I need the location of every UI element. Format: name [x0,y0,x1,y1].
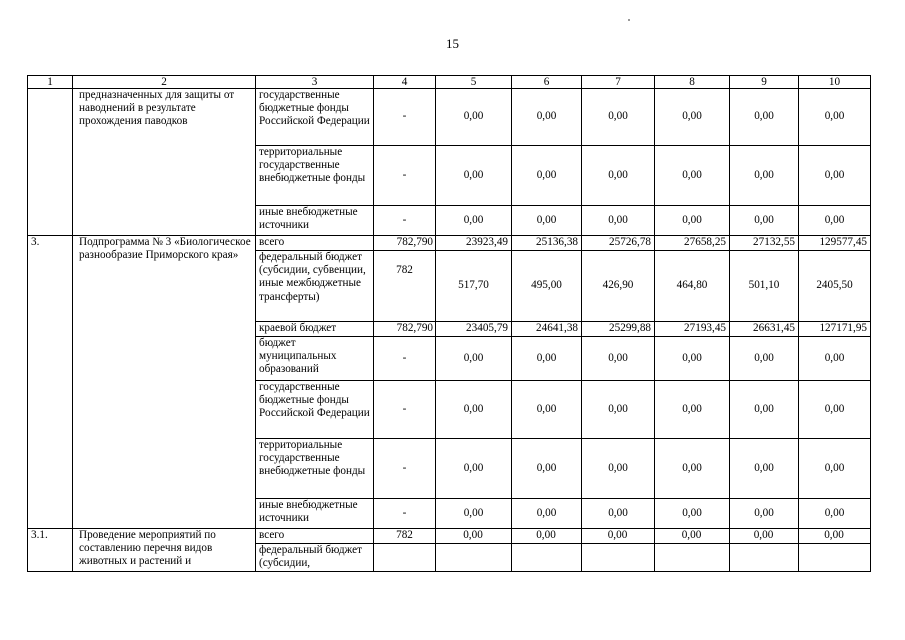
value-cell: 0,00 [436,89,512,146]
value-cell: 0,00 [655,89,730,146]
code-cell: - [374,206,436,236]
value-cell: 25726,78 [582,236,655,251]
funding-source-cell: иные внебюджетные источники [256,206,374,236]
header-cell: 4 [374,76,436,89]
value-cell: 0,00 [730,146,799,206]
value-cell: 501,10 [730,251,799,322]
funding-source-cell: всего [256,236,374,251]
code-cell [374,544,436,572]
value-cell: 0,00 [655,146,730,206]
funding-source-cell: территориальные государственные внебюджетные фонды [256,146,374,206]
table-row [28,529,871,544]
value-cell: 0,00 [730,337,799,381]
table-row [28,89,871,146]
value-cell: 0,00 [512,381,582,439]
code-cell: 782 [374,251,436,322]
value-cell: 0,00 [799,499,871,529]
value-cell: 0,00 [436,499,512,529]
value-cell: 517,70 [436,251,512,322]
code-cell: - [374,337,436,381]
value-cell: 0,00 [582,89,655,146]
row-number-cell: 3.1. [28,529,73,572]
value-cell: 0,00 [799,439,871,499]
value-cell: 0,00 [655,206,730,236]
code-cell: - [374,499,436,529]
funding-source-cell: федеральный бюджет (субсидии, субвенции, иные межбюджетные трансферты) [256,251,374,322]
value-cell: 0,00 [799,89,871,146]
row-number-cell [28,89,73,236]
budget-table [27,75,871,572]
scan-speck [628,19,630,21]
value-cell: 0,00 [582,499,655,529]
value-cell: 464,80 [655,251,730,322]
value-cell: 0,00 [582,529,655,544]
value-cell: 0,00 [730,381,799,439]
value-cell: 0,00 [655,529,730,544]
funding-source-cell: федеральный бюджет (субсидии, [256,544,374,572]
row-number-cell: 3. [28,236,73,529]
value-cell: 495,00 [512,251,582,322]
value-cell: 0,00 [730,529,799,544]
value-cell: 0,00 [582,337,655,381]
value-cell: 0,00 [799,337,871,381]
header-cell: 9 [730,76,799,89]
code-cell: - [374,146,436,206]
measure-name-cell: Проведение мероприятий по составлению перечня видов животных и растений и [73,529,256,572]
value-cell [730,544,799,572]
code-cell: 782 [374,529,436,544]
value-cell: 127171,95 [799,322,871,337]
value-cell [582,544,655,572]
value-cell: 0,00 [730,206,799,236]
code-cell: 782,790 [374,322,436,337]
value-cell: 0,00 [730,89,799,146]
measure-name-cell: Подпрограмма № 3 «Биологическое разнообразие Приморского края» [73,236,256,529]
value-cell: 0,00 [512,529,582,544]
value-cell: 27658,25 [655,236,730,251]
value-cell: 0,00 [436,206,512,236]
value-cell [655,544,730,572]
value-cell: 0,00 [655,499,730,529]
measure-name-cell: предназначенных для защиты от наводнений в результате прохождения паводков [73,89,256,236]
header-cell: 2 [73,76,256,89]
value-cell: 27193,45 [655,322,730,337]
value-cell: 26631,45 [730,322,799,337]
value-cell: 23405,79 [436,322,512,337]
funding-source-cell: государственные бюджетные фонды Российской Федерации [256,89,374,146]
table-row [28,236,871,251]
value-cell: 0,00 [582,381,655,439]
value-cell: 0,00 [730,499,799,529]
value-cell: 25299,88 [582,322,655,337]
value-cell: 0,00 [436,439,512,499]
value-cell: 0,00 [512,146,582,206]
code-cell: 782,790 [374,236,436,251]
header-cell: 3 [256,76,374,89]
value-cell: 426,90 [582,251,655,322]
value-cell: 0,00 [799,206,871,236]
funding-source-cell: всего [256,529,374,544]
value-cell: 0,00 [512,337,582,381]
header-row [28,76,871,89]
value-cell: 0,00 [512,499,582,529]
value-cell: 0,00 [799,381,871,439]
funding-source-cell: бюджет муниципальных образований [256,337,374,381]
value-cell: 0,00 [655,337,730,381]
value-cell: 27132,55 [730,236,799,251]
header-cell: 6 [512,76,582,89]
value-cell: 25136,38 [512,236,582,251]
code-cell: - [374,89,436,146]
code-cell: - [374,439,436,499]
value-cell: 0,00 [436,146,512,206]
value-cell: 0,00 [799,529,871,544]
value-cell: 0,00 [582,206,655,236]
value-cell: 0,00 [436,381,512,439]
page-number: 15 [446,36,459,51]
header-cell: 10 [799,76,871,89]
value-cell [436,544,512,572]
value-cell: 0,00 [799,146,871,206]
value-cell: 0,00 [512,439,582,499]
value-cell: 0,00 [655,439,730,499]
header-cell: 7 [582,76,655,89]
value-cell: 0,00 [582,439,655,499]
header-cell: 8 [655,76,730,89]
value-cell: 0,00 [730,439,799,499]
value-cell: 0,00 [436,337,512,381]
header-cell: 1 [28,76,73,89]
value-cell [512,544,582,572]
value-cell [799,544,871,572]
value-cell: 2405,50 [799,251,871,322]
value-cell: 0,00 [512,206,582,236]
code-cell: - [374,381,436,439]
funding-source-cell: иные внебюджетные источники [256,499,374,529]
value-cell: 129577,45 [799,236,871,251]
value-cell: 23923,49 [436,236,512,251]
funding-source-cell: краевой бюджет [256,322,374,337]
value-cell: 0,00 [582,146,655,206]
value-cell: 24641,38 [512,322,582,337]
value-cell: 0,00 [655,381,730,439]
value-cell: 0,00 [436,529,512,544]
value-cell: 0,00 [512,89,582,146]
funding-source-cell: территориальные государственные внебюджетные фонды [256,439,374,499]
header-cell: 5 [436,76,512,89]
funding-source-cell: государственные бюджетные фонды Российской Федерации [256,381,374,439]
